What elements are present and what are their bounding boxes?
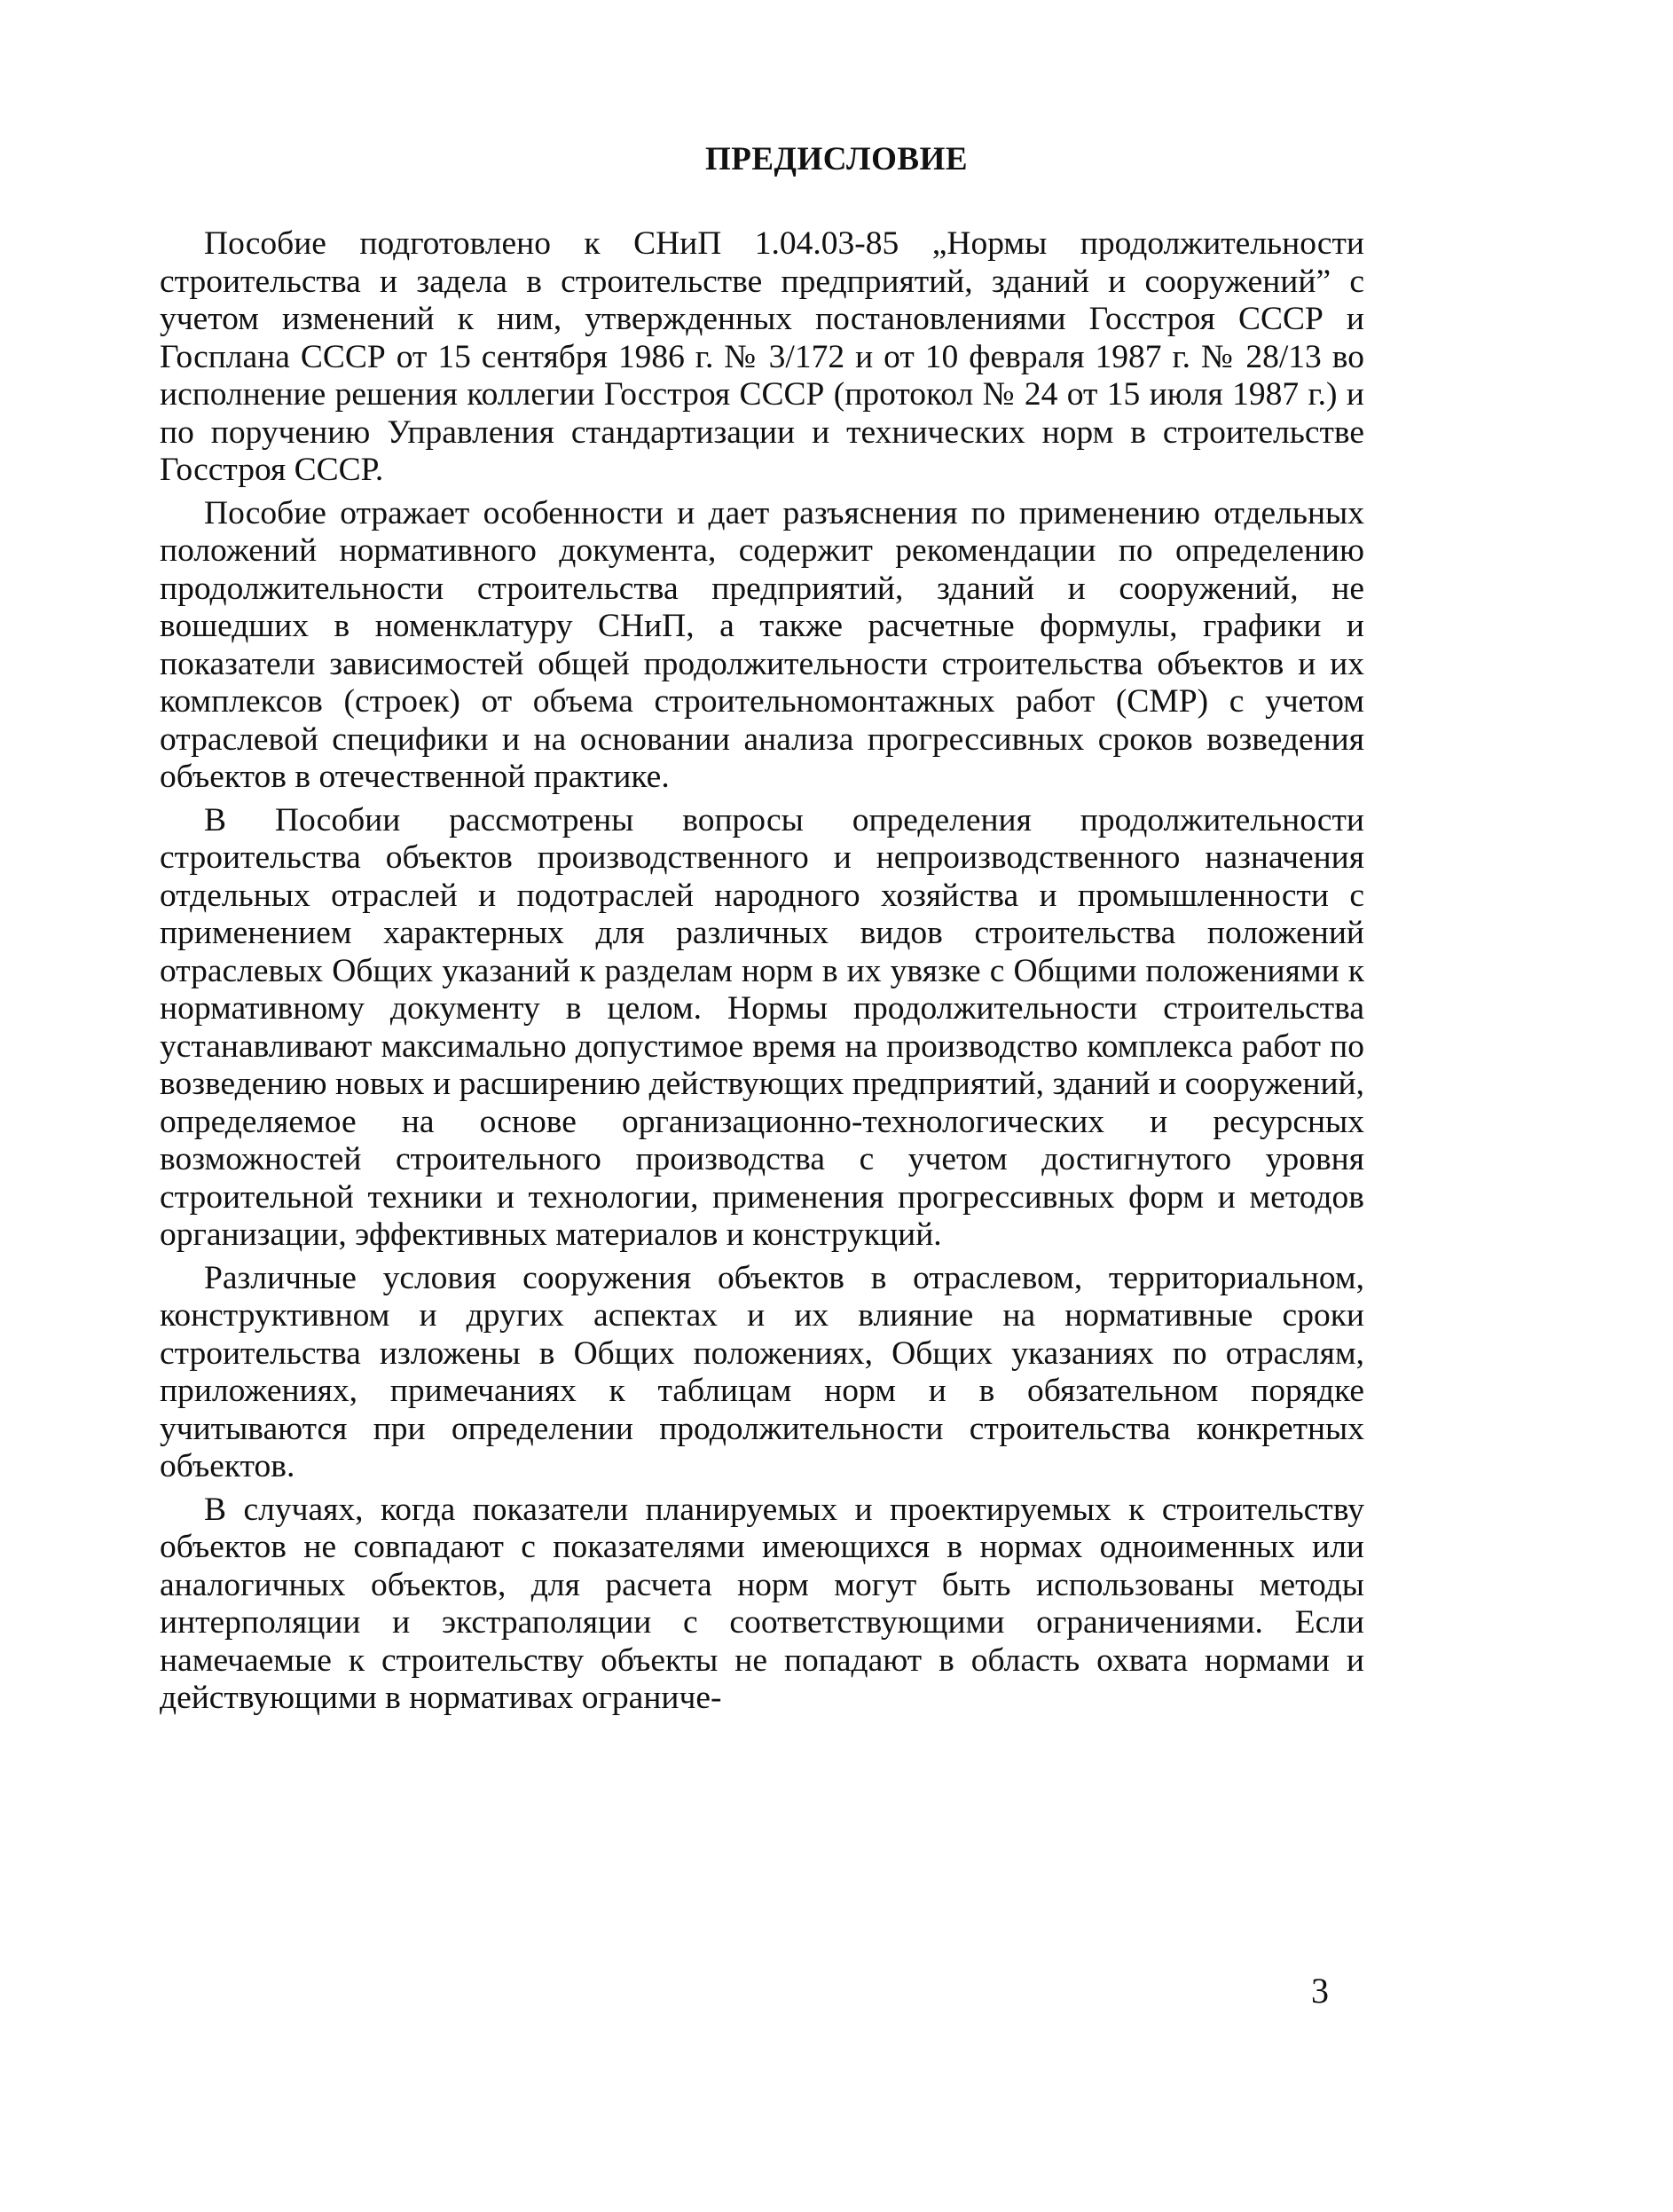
- page-title: ПРЕДИСЛОВИЕ: [704, 141, 969, 177]
- paragraph: В случаях, когда показатели планируемых и проектируемых к строительству объектов не совпадают с показателями имеющихся в нормах одноименных или аналогичных объектов, для расчета норм могут быть использованы методы интерполяции и экстраполяции с соответствующими ограничениями. Если намечаемые к строительству объекты не попадают в область охвата нормами и действующими в нормативах ограниче-: [160, 1491, 1364, 1716]
- page-number: 3: [1311, 1971, 1329, 2011]
- document-body: [160, 225, 1364, 1723]
- paragraph: Пособие отражает особенности и дает разъяснения по применению отдельных положений нормативного документа, содержит рекомендации по определению продолжительности строительства предприятий, зданий и сооружений, не вошедших в номенклатуру СНиП, а также расчетные формулы, графики и показатели зависимостей общей продолжительности строительства объектов и их комплексов (строек) от объема строительномонтажных работ (СМР) с учетом отраслевой специфики и на основании анализа прогрессивных сроков возведения объектов в отечественной практике.: [160, 494, 1364, 795]
- paragraph: Пособие подготовлено к СНиП 1.04.03-85 „Нормы продолжительности строительства и задела в строительстве предприятий, зданий и сооружений” с учетом изменений к ним, утвержденных постановлениями Госстроя СССР и Госплана СССР от 15 сентября 1986 г. № 3/172 и от 10 февраля 1987 г. № 28/13 во исполнение решения коллегии Госстроя СССР (протокол № 24 от 15 июля 1987 г.) и по поручению Управления стандартизации и технических норм в строительстве Госстроя СССР.: [160, 225, 1364, 488]
- paragraph: Различные условия сооружения объектов в отраслевом, территориальном, конструктивном и других аспектах и их влияние на нормативные сроки строительства изложены в Общих положениях, Общих указаниях по отраслям, приложениях, примечаниях к таблицам норм и в обязательном порядке учитываются при определении продолжительности строительства конкретных объектов.: [160, 1259, 1364, 1484]
- paragraph: В Пособии рассмотрены вопросы определения продолжительности строительства объектов производственного и непроизводственного назначения отдельных отраслей и подотраслей народного хозяйства и промышленности с применением характерных для различных видов строительства положений отраслевых Общих указаний к разделам норм в их увязке с Общими положениями к нормативному документу в целом. Нормы продолжительности строительства устанавливают максимально допустимое время на производство комплекса работ по возведению новых и расширению действующих предприятий, зданий и сооружений, определяемое на основе организационно-технологических и ресурсных возможностей строительного производства с учетом достигнутого уровня строительной техники и технологии, применения прогрессивных форм и методов организации, эффективных материалов и конструкций.: [160, 801, 1364, 1253]
